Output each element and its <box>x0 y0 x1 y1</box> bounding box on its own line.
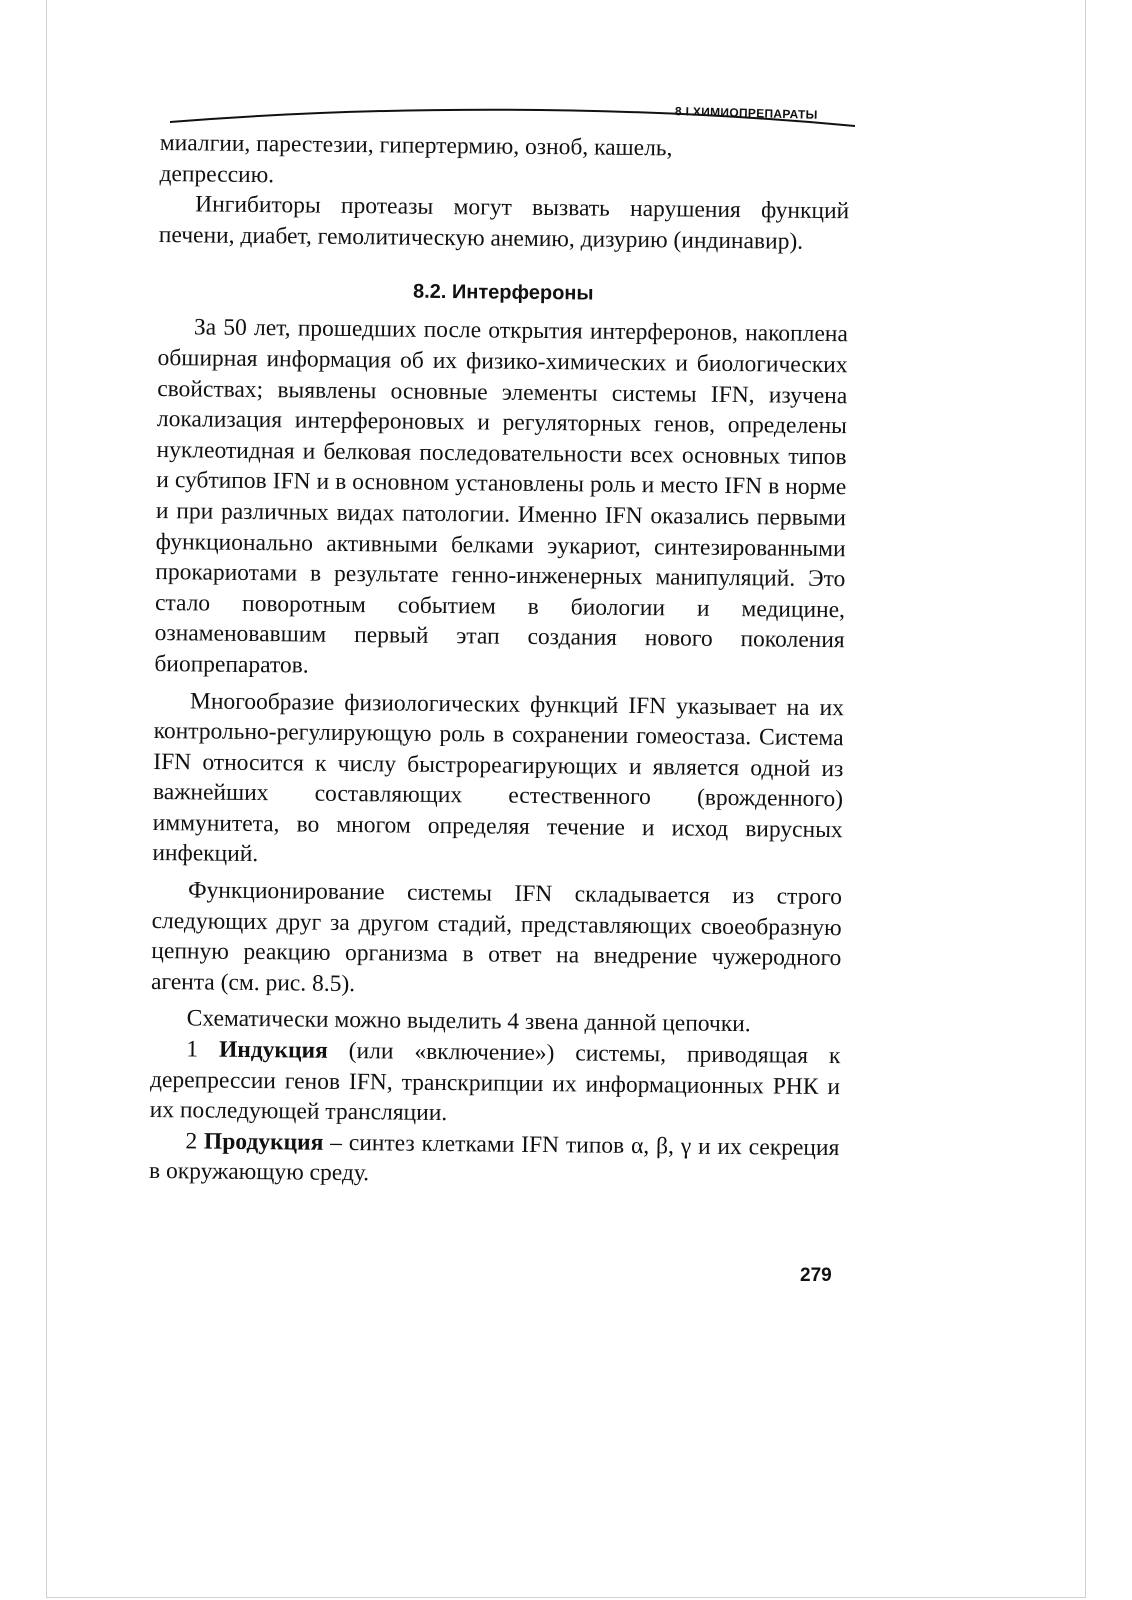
running-head: 8 I ХИМИОПРЕПАРАТЫ <box>674 104 818 122</box>
paragraph-functions: Многообразие физиологических функций IFN указывает на их контрольно-регулирующую роль в сохранении гомеостаза. Система IFN относится к числу быстрореагирующих и является одной из важнейших составляющих естественного (врожденного) иммунитета, во многом определяя течение и исход вирусных инфекций. <box>152 687 845 868</box>
page-number: 279 <box>800 1265 832 1286</box>
list-item-induction <box>150 1034 841 1133</box>
term-production: Продукция <box>203 1128 324 1156</box>
paragraph-protease-inhibitors: Ингибиторы протеазы могут вызвать нарушения функций печени, диабет, гемолитическую анемию, дизурию (индинавир). <box>158 191 850 255</box>
term-induction: Индукция <box>218 1036 328 1064</box>
paragraph-chain: Схематически можно выделить 4 звена данной цепочки. <box>186 1005 751 1038</box>
paragraph-stages: Функционирование системы IFN складывается из строго следующих друг за другом стадий, представляющих своеобразную цепную реакцию организма в ответ на внедрение чужеродного агента (см. рис. 8.5). <box>150 877 843 997</box>
intro-line-1: миалгии, парестезии, гипертермию, озноб, кашель, <box>159 129 673 162</box>
list-number: 1 <box>186 1036 199 1063</box>
production-description: – синтез клетками IFN типов α, β, γ и их секреция в окружающую среду. <box>148 1129 840 1187</box>
list-number: 2 <box>185 1128 198 1155</box>
induction-description: (или «включение») системы, приводящая к дерепрессии генов IFN, транскрипции их информационных РНК и их последующей трансляции. <box>149 1037 841 1127</box>
intro-line-2: депрессию. <box>159 160 275 188</box>
page-text <box>149 128 850 1194</box>
list-item-production <box>149 1126 840 1194</box>
paragraph-history: За 50 лет, прошедших после открытия интерферонов, накоплена обширная информация об их физико-химических и биологических свойствах; выявлены основные элементы системы IFN, изучена локализация интерфероновых и регуляторных генов, определены нуклеотидная и белковая последовательности всех основных типов и субтипов IFN и в основном установлены роль и место IFN в норме и при различных видах патологии. Именно IFN оказались первыми функционально активными белками эукариот, синтезированными прокариотами в результате генно-инженерных манипуляций. Это стало поворотным событием в биологии и медицине, ознаменовавшим первый этап создания нового поколения биопрепаратов. <box>154 314 849 679</box>
section-heading: 8.2. Интерфероны <box>412 281 594 305</box>
